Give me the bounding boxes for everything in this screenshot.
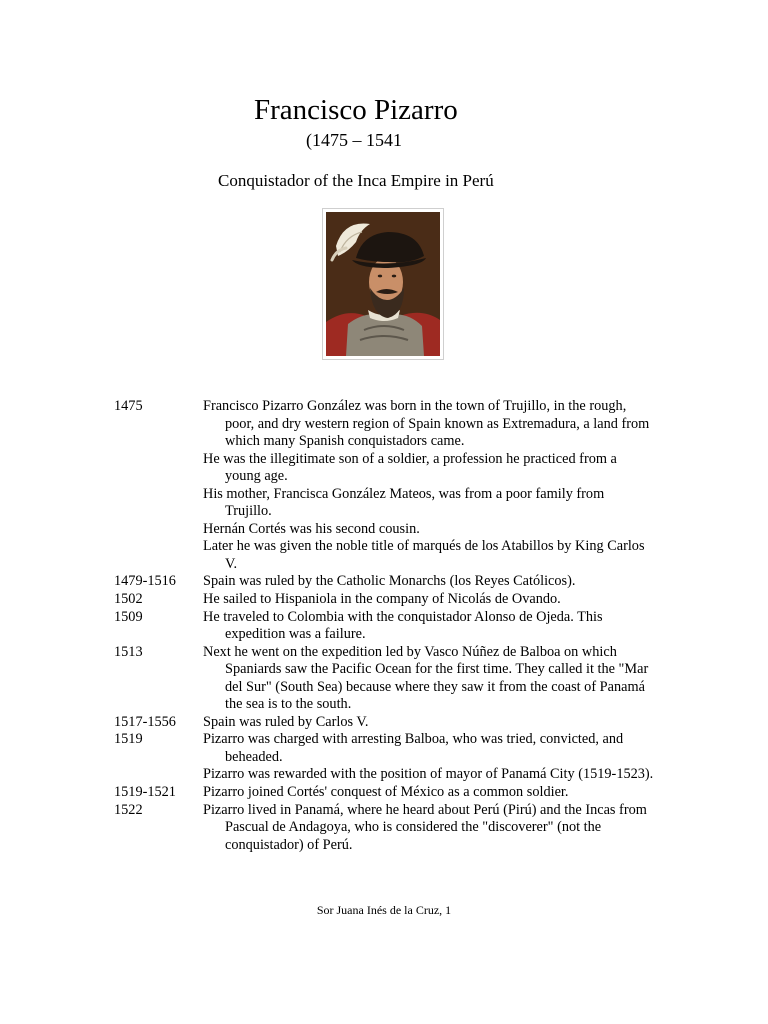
timeline-row — [114, 573, 654, 591]
timeline-year: 1475 — [114, 398, 143, 414]
timeline-entries — [203, 644, 654, 714]
timeline-year: 1517-1556 — [114, 713, 176, 730]
timeline-entries — [203, 591, 654, 609]
timeline-entry: Spain was ruled by Carlos V. — [203, 713, 369, 730]
timeline-row — [114, 714, 654, 732]
timeline-row — [114, 644, 654, 714]
timeline-entries — [203, 784, 654, 802]
timeline-entries — [203, 398, 654, 573]
timeline-row — [114, 784, 654, 802]
timeline-row — [114, 609, 654, 644]
timeline-entry: Pizarro joined Cortés' conquest of México as a common soldier. — [203, 784, 569, 801]
timeline-year: 1513 — [114, 643, 143, 660]
life-dates: (1475 – 1541 — [306, 130, 402, 150]
timeline-entry: Spain was ruled by the Catholic Monarchs (los Reyes Católicos). — [203, 573, 576, 590]
timeline-year: 1509 — [114, 608, 143, 625]
timeline-year: 1502 — [114, 591, 143, 608]
timeline-entry: Later he was given the noble title of marqués de los Atabillos by King Carlos V. — [203, 538, 645, 572]
timeline-entry: He was the illegitimate son of a soldier, a profession he practiced from a young age. — [203, 450, 617, 485]
timeline-row — [114, 398, 654, 573]
timeline-row — [114, 731, 654, 784]
portrait-of-pizarro-icon — [326, 212, 440, 356]
timeline-entry: His mother, Francisca González Mateos, was from a poor family from Trujillo. — [203, 485, 605, 520]
timeline-entries — [203, 609, 654, 644]
timeline-entry: He sailed to Hispaniola in the company of Nicolás de Ovando. — [203, 591, 561, 608]
timeline-year: 1519-1521 — [114, 784, 176, 801]
timeline-row — [114, 802, 654, 855]
timeline-year: 1522 — [114, 801, 143, 818]
timeline-entry: Next he went on the expedition led by Vasco Núñez de Balboa on which Spaniards saw the Pacific Ocean for the first time. They called it the "Mar del Sur" (South Sea) because where they saw it from the coast of Panamá the sea is to the south. — [203, 643, 649, 713]
timeline-year: 1479-1516 — [114, 573, 176, 590]
portrait-frame — [322, 208, 444, 360]
timeline-entry: Pizarro was charged with arresting Balboa, who was tried, convicted, and beheaded. — [203, 731, 624, 765]
timeline-year: 1519 — [114, 731, 143, 748]
timeline-entry: Pizarro lived in Panamá, where he heard about Perú (Pirú) and the Incas from Pascual de Andagoya, who is considered the "discoverer" (not the conquistador) of Perú. — [203, 801, 647, 853]
timeline-entry: Pizarro was rewarded with the position of mayor of Panamá City (1519-1523). — [203, 766, 654, 783]
timeline-entries — [203, 573, 654, 591]
timeline-entry: Francisco Pizarro González was born in the town of Trujillo, in the rough, poor, and dry western region of Spain known as Extremadura, a land from which many Spanish conquistadors came. — [203, 398, 650, 450]
timeline-row — [114, 591, 654, 609]
page-subtitle: Conquistador of the Inca Empire in Perú — [218, 171, 494, 190]
timeline-entry: Hernán Cortés was his second cousin. — [203, 520, 420, 537]
timeline-entries — [203, 714, 654, 732]
timeline-entries — [203, 731, 654, 784]
timeline-entries — [203, 802, 654, 855]
page-footer: Sor Juana Inés de la Cruz, 1 — [316, 903, 452, 917]
page-title: Francisco Pizarro — [254, 94, 458, 126]
timeline-entry: He traveled to Colombia with the conquistador Alonso de Ojeda. This expedition was a failure. — [203, 608, 603, 643]
timeline — [114, 398, 654, 854]
